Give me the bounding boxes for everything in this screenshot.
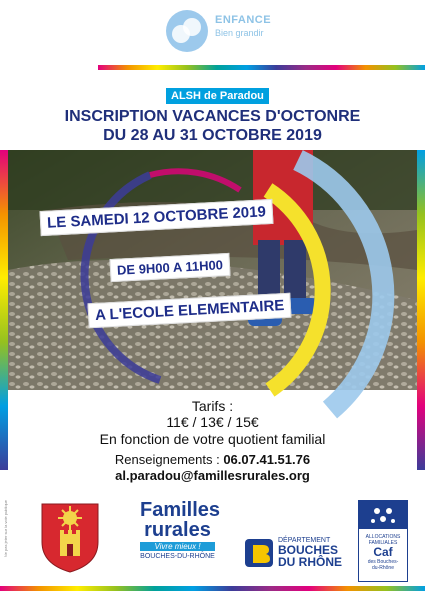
rainbow-bar-top (98, 65, 425, 70)
dept-name2: DU RHÔNE (278, 555, 343, 569)
familles-region: BOUCHES-DU-RHÔNE (140, 553, 215, 560)
contact-phone: 06.07.41.51.76 (223, 452, 311, 467)
departement-logo-icon (244, 538, 274, 568)
tarifs-label: Tarifs : (191, 398, 234, 414)
event-date-box: LE SAMEDI 12 OCTOBRE 2019 (40, 199, 274, 236)
brand-name: ENFANCE (215, 14, 272, 26)
contact-email: al.paradou@famillesrurales.org (115, 468, 310, 483)
familles-slogan: Vivre mieux ! (140, 542, 215, 551)
dept-name1: BOUCHES (278, 543, 339, 557)
dept-label: DÉPARTEMENT (278, 537, 331, 544)
paradou-crest-icon (38, 500, 102, 574)
tarifs-values: 11€ / 13€ / 15€ (166, 414, 259, 430)
contact-label: Renseignements : (114, 452, 220, 467)
familles-rurales-logo (140, 499, 221, 560)
brand-tagline: Bien grandir (215, 28, 264, 38)
print-mention: Ne pas jeter sur la voie publique (3, 500, 8, 558)
caf-region2: du-Rhône (372, 565, 394, 571)
alsh-badge: ALSH de Paradou (166, 88, 269, 104)
page-subtitle: DU 28 AU 31 OCTOBRE 2019 (103, 127, 322, 144)
caf-symbol-icon (359, 501, 407, 529)
contact-line (0, 452, 425, 467)
enfance-logo-icon (163, 8, 211, 54)
event-place-box: A L'ECOLE ELEMENTAIRE (87, 293, 291, 329)
rainbow-bar-bottom (0, 586, 425, 591)
familles-line1: Familles (140, 499, 221, 521)
page-title: INSCRIPTION VACANCES D'OCTONRE (64, 108, 361, 125)
tarifs-note: En fonction de votre quotient familial (99, 431, 326, 447)
caf-region1: des Bouches- (367, 559, 399, 565)
departement-text (278, 537, 358, 568)
caf-logo (358, 500, 408, 582)
event-hours-box: DE 9H00 A 11H00 (109, 253, 230, 282)
caf-name: Caf (373, 545, 393, 559)
caf-line2: FAMILIALES (368, 540, 398, 546)
caf-line1: ALLOCATIONS (365, 534, 401, 540)
familles-line2: rurales (144, 519, 211, 541)
